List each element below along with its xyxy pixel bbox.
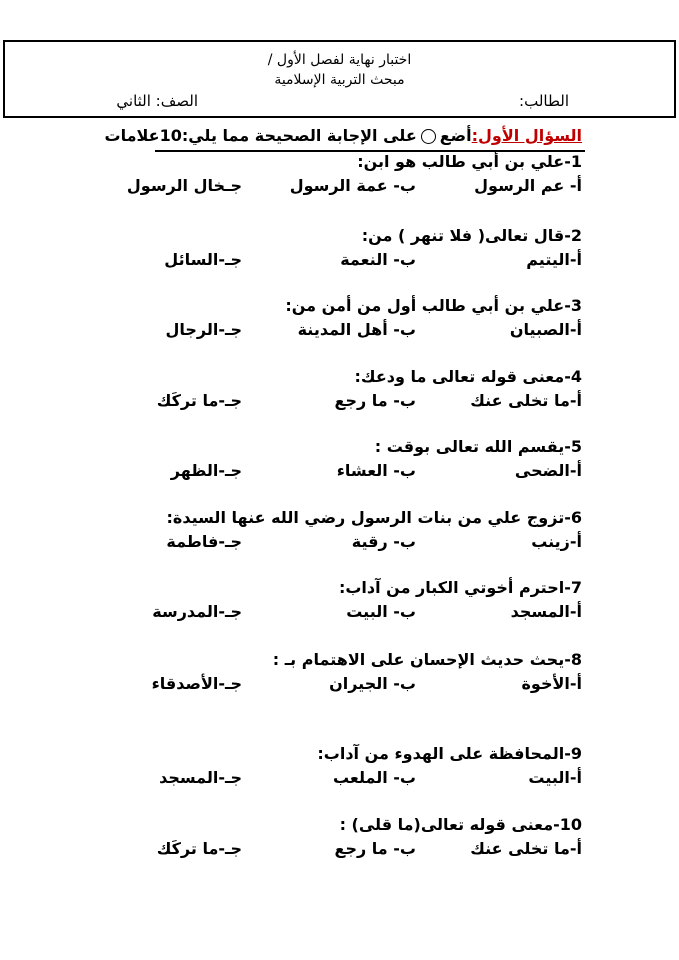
question-6-option-b[interactable]: ب- رقية: [351, 532, 416, 551]
question-5-option-a[interactable]: أ-الضحى: [514, 461, 582, 480]
question-7-option-c[interactable]: جـ-المدرسة: [152, 602, 242, 621]
question-1-option-c[interactable]: جـخال الرسول: [126, 176, 242, 195]
subject-title: مبحث التربية الإسلامية: [274, 72, 405, 88]
grade-label: الصف: الثاني: [116, 92, 198, 110]
question-7-text: 7-احترم أخوتي الكبار من آداب:: [338, 578, 582, 597]
question-3-option-b[interactable]: ب- أهل المدينة: [297, 320, 416, 339]
question-9-option-a[interactable]: أ-البيت: [528, 768, 582, 787]
question-4-option-a[interactable]: أ-ما تخلى عنك: [470, 391, 582, 410]
student-name-label: الطالب:: [519, 92, 569, 110]
question-2-option-a[interactable]: أ-اليتيم: [526, 250, 582, 269]
section-label: السؤال الأول:: [471, 126, 582, 145]
question-9-option-c[interactable]: جـ-المسجد: [159, 768, 242, 787]
circle-icon: [421, 129, 436, 144]
question-4-text: 4-معنى قوله تعالى ما ودعك:: [354, 367, 582, 386]
question-8-text: 8-يحث حديث الإحسان على الاهتمام بـ :: [272, 650, 582, 669]
question-10-option-a[interactable]: أ-ما تخلى عنك: [470, 839, 582, 858]
question-5-option-b[interactable]: ب- العشاء: [336, 461, 416, 480]
question-8-option-c[interactable]: جـ-الأصدقاء: [151, 674, 242, 693]
question-5-option-c[interactable]: جـ-الظهر: [170, 461, 242, 480]
question-6-option-a[interactable]: أ-زينب: [531, 532, 582, 551]
question-5-text: 5-يقسم الله تعالى بوقت :: [374, 437, 582, 456]
question-8-option-b[interactable]: ب- الجيران: [329, 674, 416, 693]
question-10-option-c[interactable]: جـ-ما تركَك: [156, 839, 242, 858]
question-3-text: 3-علي بن أبي طالب أول من أمن من:: [285, 296, 582, 315]
question-4-option-b[interactable]: ب- ما رجع: [334, 391, 416, 410]
question-10-option-b[interactable]: ب- ما رجع: [334, 839, 416, 858]
question-2-text: 2-قال تعالى( فلا تنهر ) من:: [361, 226, 582, 245]
question-1-option-a[interactable]: أ- عم الرسول: [474, 176, 582, 195]
question-3-option-a[interactable]: أ-الصبيان: [509, 320, 582, 339]
question-7-option-a[interactable]: أ-المسجد: [510, 602, 582, 621]
question-9-text: 9-المحافظة على الهدوء من آداب:: [317, 744, 582, 763]
question-6-option-c[interactable]: جـ-فاطمة: [166, 532, 242, 551]
question-8-option-a[interactable]: أ-الأخوة: [521, 674, 582, 693]
question-3-option-c[interactable]: جـ-الرجال: [165, 320, 242, 339]
question-1-text: 1-علي بن أبي طالب هو ابن:: [357, 152, 582, 171]
instruction-post: على الإجابة الصحيحة مما يلي:10علامات: [104, 126, 417, 145]
question-9-option-b[interactable]: ب- الملعب: [332, 768, 416, 787]
question-2-option-c[interactable]: جـ-السائل: [164, 250, 242, 269]
question-2-option-b[interactable]: ب- النعمة: [340, 250, 416, 269]
question-6-text: 6-تزوج علي من بنات الرسول رضي الله عنها السيدة:: [166, 508, 582, 527]
question-10-text: 10-معنى قوله تعالى(ما قلى) :: [339, 815, 582, 834]
question-4-option-c[interactable]: جـ-ما تركَك: [156, 391, 242, 410]
exam-header: [3, 40, 676, 118]
section-heading: [105, 126, 583, 145]
question-1-option-b[interactable]: ب- عمة الرسول: [289, 176, 416, 195]
exam-title: اختبار نهاية لفصل الأول /: [267, 52, 412, 68]
question-7-option-b[interactable]: ب- البيت: [346, 602, 416, 621]
instruction-pre: أضع: [439, 126, 472, 145]
